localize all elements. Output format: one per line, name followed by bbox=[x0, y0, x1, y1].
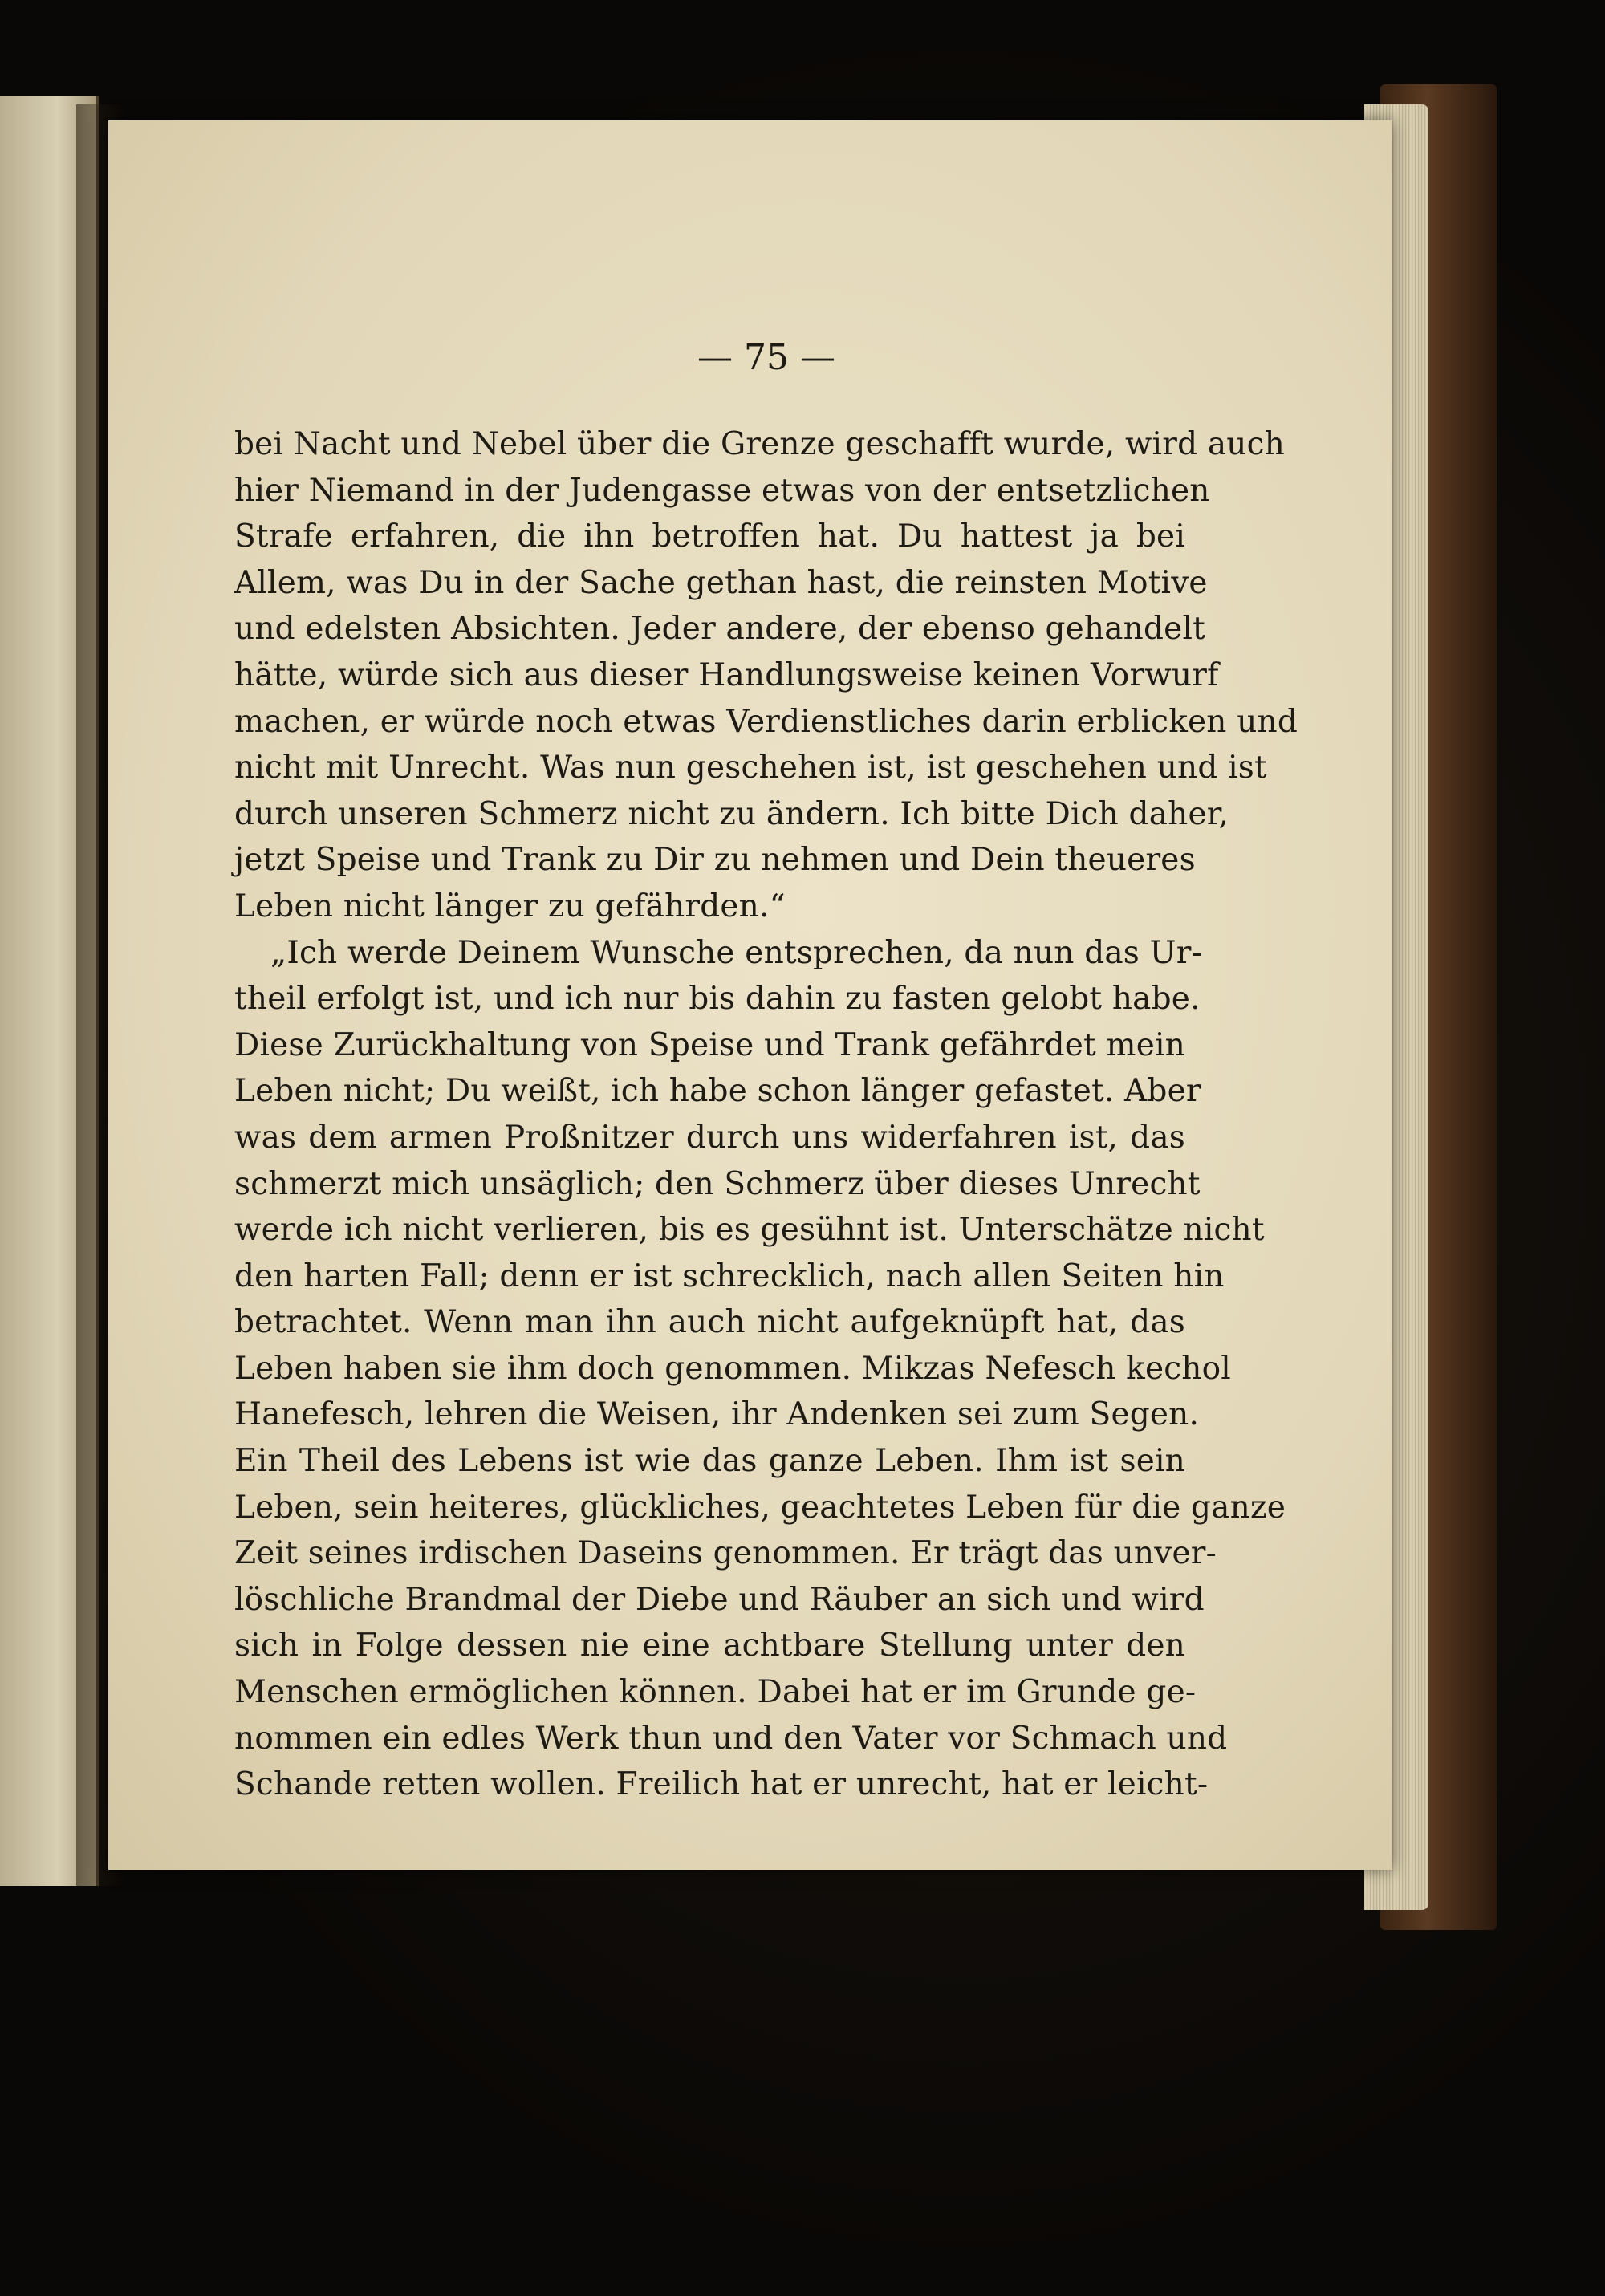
text-line: Ein Theil des Lebens ist wie das ganze Leben. Ihm ist sein bbox=[234, 1443, 1185, 1480]
text-line: löschliche Brandmal der Diebe und Räuber an sich und wird bbox=[234, 1581, 1205, 1618]
text-line: bei Nacht und Nebel über die Grenze geschafft wurde, wird auch bbox=[234, 426, 1285, 462]
text-line: Diese Zurückhaltung von Speise und Trank gefährdet mein bbox=[234, 1026, 1185, 1063]
text-line: hier Niemand in der Judengasse etwas von der entsetzlichen bbox=[234, 472, 1210, 509]
text-line: Menschen ermöglichen können. Dabei hat er im Grunde ge- bbox=[234, 1674, 1197, 1711]
text-line: sich in Folge dessen nie eine achtbare Stellung unter den bbox=[234, 1628, 1185, 1664]
text-line: schmerzt mich unsäglich; den Schmerz über dieses Unrecht bbox=[234, 1165, 1201, 1202]
text-line: den harten Fall; denn er ist schrecklich, nach allen Seiten hin bbox=[234, 1258, 1225, 1294]
text-line: nommen ein edles Werk thun und den Vater vor Schmach und bbox=[234, 1720, 1228, 1757]
text-line: werde ich nicht verlieren, bis es gesühnt ist. Unterschätze nicht bbox=[234, 1212, 1265, 1249]
page-number: — 75 — bbox=[697, 337, 835, 378]
text-line: Schande retten wollen. Freilich hat er unrecht, hat er leicht- bbox=[234, 1766, 1209, 1803]
text-line: Leben haben sie ihm doch genommen. Mikzas Nefesch kechol bbox=[234, 1350, 1231, 1387]
text-line: betrachtet. Wenn man ihn auch nicht aufgeknüpft hat, das bbox=[234, 1304, 1185, 1341]
text-line: „Ich werde Deinem Wunsche entsprechen, da nun das Ur- bbox=[270, 934, 1202, 971]
text-line: Strafe erfahren, die ihn betroffen hat. Du hattest ja bei bbox=[234, 518, 1185, 555]
text-line: theil erfolgt ist, und ich nur bis dahin zu fasten gelobt habe. bbox=[234, 981, 1201, 1018]
text-line: und edelsten Absichten. Jeder andere, der ebenso gehandelt bbox=[234, 611, 1205, 648]
text-line: jetzt Speise und Trank zu Dir zu nehmen und Dein theueres bbox=[234, 842, 1196, 879]
text-line: hätte, würde sich aus dieser Handlungsweise keinen Vorwurf bbox=[234, 656, 1219, 693]
text-line: Leben nicht länger zu gefährden.“ bbox=[234, 888, 786, 924]
text-line: Leben, sein heiteres, glückliches, geachtetes Leben für die ganze bbox=[234, 1489, 1286, 1526]
body-text bbox=[234, 421, 1298, 1808]
text-line: machen, er würde noch etwas Verdienstliches darin erblicken und bbox=[234, 703, 1298, 740]
text-line: Allem, was Du in der Sache gethan hast, die reinsten Motive bbox=[234, 564, 1208, 601]
text-line: Zeit seines irdischen Daseins genommen. Er trägt das unver- bbox=[234, 1535, 1217, 1572]
text-line: was dem armen Proßnitzer durch uns widerfahren ist, das bbox=[234, 1119, 1185, 1156]
text-line: durch unseren Schmerz nicht zu ändern. Ich bitte Dich daher, bbox=[234, 795, 1229, 832]
text-line: nicht mit Unrecht. Was nun geschehen ist, ist geschehen und ist bbox=[234, 750, 1267, 786]
text-line: Hanefesch, lehren die Weisen, ihr Andenken sei zum Segen. bbox=[234, 1396, 1200, 1433]
text-line: Leben nicht; Du weißt, ich habe schon länger gefastet. Aber bbox=[234, 1073, 1201, 1110]
